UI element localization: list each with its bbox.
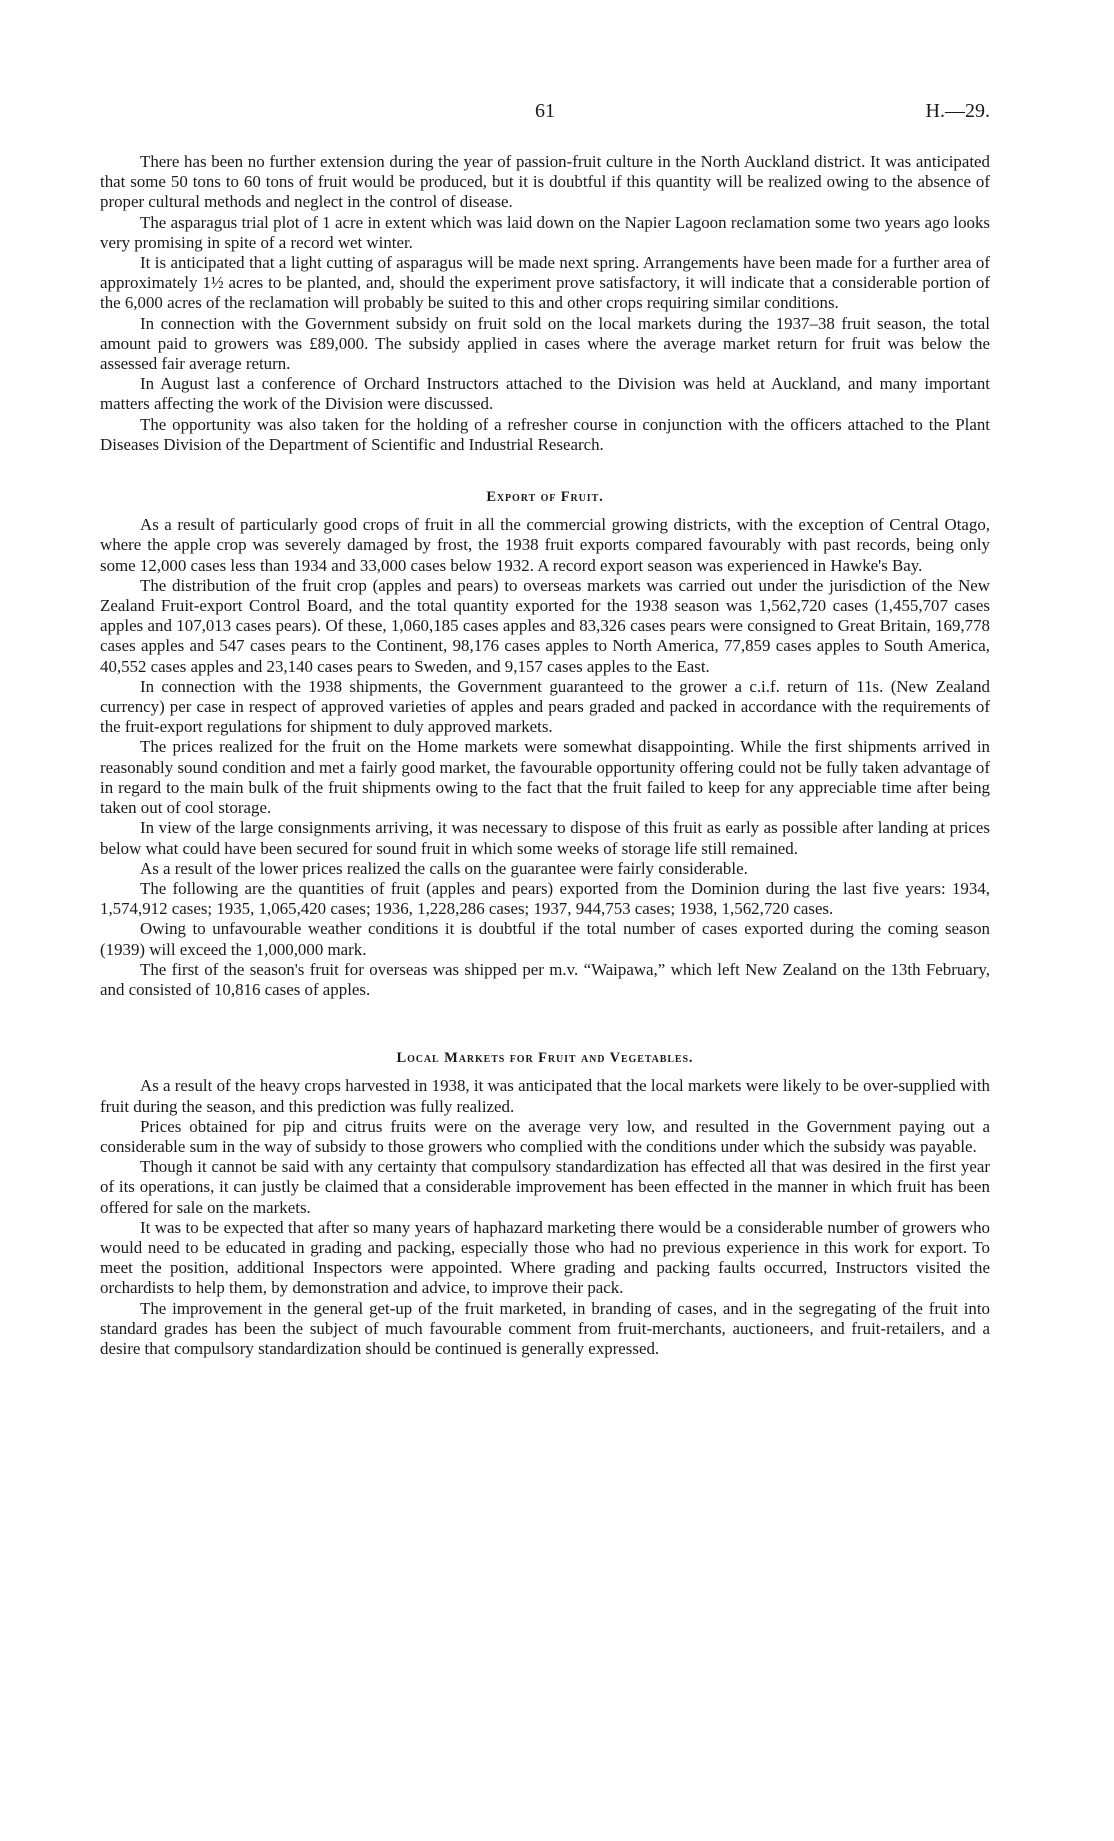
paragraph: The distribution of the fruit crop (apples and pears) to overseas markets was carried out under the jurisdiction of the New Zealand Fruit-export Control Board, and the total quantity exported for the 1938 season was 1,562,720 cases (1,455,707 cases apples and 107,013 cases pears). Of these, 1,060,185 cases apples and 83,326 cases pears were consigned to Great Britain, 169,778 cases apples and 547 cases pears to the Continent, 98,176 cases apples to North America, 77,859 cases apples to South America, 40,552 cases apples and 23,140 cases pears to Sweden, and 9,157 cases apples to the East. (100, 575, 990, 676)
paragraph: Prices obtained for pip and citrus fruits were on the average very low, and resulted in the Government paying out a considerable sum in the way of subsidy to those growers who complied with the conditions under which the subsidy was payable. (100, 1116, 990, 1156)
page-number: 61 (535, 100, 555, 122)
paragraph: The opportunity was also taken for the holding of a refresher course in conjunction with the officers attached to the Plant Diseases Division of the Department of Scientific and Industrial Research. (100, 414, 990, 454)
paragraph: In connection with the Government subsidy on fruit sold on the local markets during the 1937–38 fruit season, the total amount paid to growers was £89,000. The subsidy applied in cases where the average market return for fruit was below the assessed fair average return. (100, 313, 990, 374)
paragraph: There has been no further extension during the year of passion-fruit culture in the North Auckland district. It was anticipated that some 50 tons to 60 tons of fruit would be produced, but it is doubtful if this quantity will be realized owing to the absence of proper cultural methods and neglect in the control of disease. (100, 152, 990, 212)
paragraph: As a result of the lower prices realized the calls on the guarantee were fairly considerable. (140, 858, 748, 878)
paragraph: As a result of the heavy crops harvested in 1938, it was anticipated that the local markets were likely to be over-supplied with fruit during the season, and this prediction was fully realized. (100, 1076, 990, 1116)
paragraph: It was to be expected that after so many years of haphazard marketing there would be a considerable number of growers who would need to be educated in grading and packing, especially those who had no previous experience in this work for export. To meet the position, additional Inspectors were appointed. Where grading and packing faults occurred, Instructors visited the orchardists to help them, by demonstration and advice, to improve their pack. (100, 1217, 990, 1298)
local-markets-section (100, 1048, 990, 1359)
paragraph: Owing to unfavourable weather conditions it is doubtful if the total number of cases exported during the coming season (1939) will exceed the 1,000,000 mark. (100, 919, 990, 959)
paragraph: The asparagus trial plot of 1 acre in extent which was laid down on the Napier Lagoon reclamation some two years ago looks very promising in spite of a record wet winter. (100, 212, 990, 252)
document-reference: H.—29. (925, 100, 990, 122)
section-heading-local-markets: Local Markets for Fruit and Vegetables. (396, 1050, 694, 1067)
paragraph: The following are the quantities of fruit (apples and pears) exported from the Dominion during the last five years: 1934, 1,574,912 cases; 1935, 1,065,420 cases; 1936, 1,228,286 cases; 1937, 944,753 cases; 1938, 1,562,720 cases. (100, 878, 990, 919)
paragraph: Though it cannot be said with any certainty that compulsory standardization has effected all that was desired in the first year of its operations, it can justly be claimed that a considerable improvement has been effected in the manner in which fruit has been offered for sale on the markets. (100, 1157, 990, 1217)
paragraph: In connection with the 1938 shipments, the Government guaranteed to the grower a c.i.f. return of 11s. (New Zealand currency) per case in respect of approved varieties of apples and pears graded and packed in accordance with the requirements of the fruit-export regulations for shipment to duly approved markets. (100, 676, 990, 737)
paragraph: In view of the large consignments arriving, it was necessary to dispose of this fruit as early as possible after landing at prices below what could have been secured for sound fruit in which some weeks of storage life still remained. (100, 818, 990, 858)
paragraph: It is anticipated that a light cutting of asparagus will be made next spring. Arrangements have been made for a further area of approximately 1½ acres to be planted, and, should the experiment prove satisfactory, it will indicate that a considerable portion of the 6,000 acres of the reclamation will probably be suited to this and other crops requiring similar conditions. (100, 253, 990, 313)
document-body (100, 152, 990, 1359)
paragraph: The first of the season's fruit for overseas was shipped per m.v. “Waipawa,” which left New Zealand on the 13th February, and consisted of 10,816 cases of apples. (100, 959, 990, 999)
paragraph: In August last a conference of Orchard Instructors attached to the Division was held at Auckland, and many important matters affecting the work of the Division were discussed. (100, 374, 990, 414)
paragraph: As a result of particularly good crops of fruit in all the commercial growing districts, with the exception of Central Otago, where the apple crop was severely damaged by frost, the 1938 fruit exports compared favourably with past records, being only some 12,000 cases less than 1934 and 33,000 cases below 1932. A record export season was experienced in Hawke's Bay. (100, 515, 990, 575)
paragraph: The improvement in the general get-up of the fruit marketed, in branding of cases, and in the segregating of the fruit into standard grades has been the subject of much favourable comment from fruit-merchants, auctioneers, and fruit-retailers, and a desire that compulsory standardization should be continued is generally expressed. (100, 1298, 990, 1358)
paragraph: The prices realized for the fruit on the Home markets were somewhat disappointing. While the first shipments arrived in reasonably sound condition and met a fairly good market, the favourable opportunity offering could not be fully taken advantage of in regard to the main bulk of the fruit shipments owing to the fact that the fruit failed to keep for any appreciable time after being taken out of cool storage. (100, 737, 990, 818)
intro-section (100, 152, 990, 455)
section-heading-export: Export of Fruit. (486, 489, 604, 506)
export-section (100, 487, 990, 1000)
page-header (100, 100, 990, 130)
